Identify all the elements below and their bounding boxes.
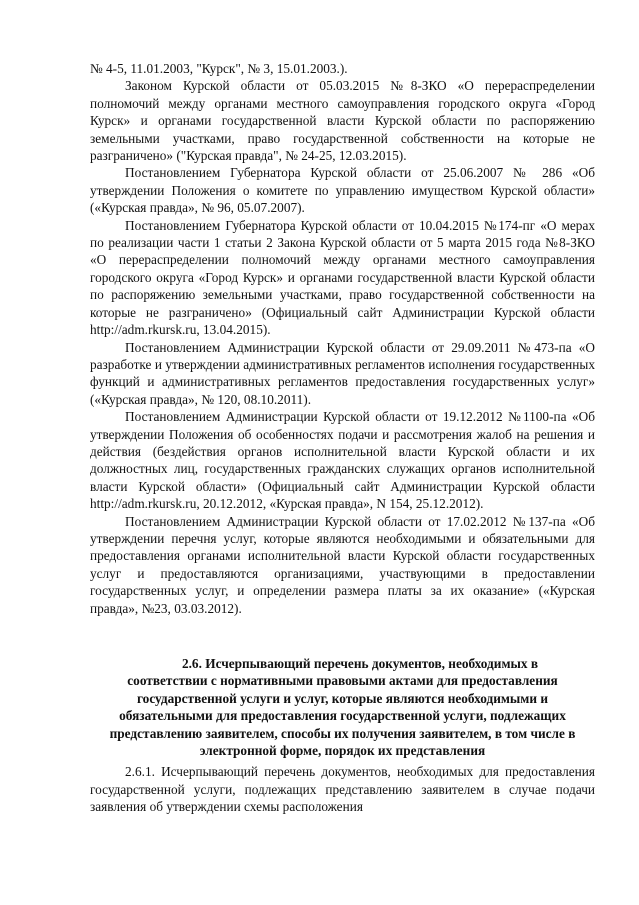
- paragraph-governor-286: Постановлением Губернатора Курской области от 25.06.2007 № 286 «Об утверждении Положения о комитете по управлению имуществом Курской области» («Курская правда», № 96, 05.07.2007).: [90, 165, 595, 216]
- paragraph-admin-1100: Постановлением Администрации Курской области от 19.12.2012 №1100-па «Об утверждении Положения об особенностях подачи и рассмотрения жалоб на решения и действия (бездействия органов исполнительной власти Курской области и их должностных лиц, государственных гражданских служащих органов исполнительной власти Курской области» (Официальный сайт Администрации Курской области http://adm.rkursk.ru, 20.12.2012, «Курская правда», N 154, 25.12.2012).: [90, 409, 595, 512]
- paragraph-continuation: № 4-5, 11.01.2003, "Курск", № 3, 15.01.2003.).: [90, 61, 348, 76]
- document-page: [90, 60, 595, 816]
- paragraph-law-8-zko: Законом Курской области от 05.03.2015 №8-ЗКО «О перераспределении полномочий между органами местного самоуправления городского округа «Город Курск» и органами государственной власти Курской области по распоряжению земельными участками, право государственной собственности на которые не разграничено» ("Курская правда", № 24-25, 12.03.2015).: [90, 78, 595, 164]
- paragraph-admin-473: Постановлением Администрации Курской области от 29.09.2011 №473-па «О разработке и утверждении административных регламентов исполнения государственных функций и административных регламентов предоставления государственных услуг» («Курская правда», № 120, 08.10.2011).: [90, 339, 595, 407]
- section-heading-rest: соответствии с нормативными правовыми актами для предоставления государственной услуги и услуг, которые являются необходимыми и обязательными для предоставления государственной услуги, подлежащих представлению заявителем, способы их получения заявителем, в том числе в электронной форме, порядок их представления: [109, 673, 576, 759]
- paragraph-governor-174: Постановлением Губернатора Курской области от 10.04.2015 №174-пг «О мерах по реализации части 1 статьи 2 Закона Курской области от 5 марта 2015 года №8-ЗКО «О перераспределении полномочий между органами местного самоуправления городского округа «Город Курск» и органами государственной власти Курской области по распоряжению земельными участками, право государственной собственности на которые не разграничено» (Официальный сайт Администрации Курской области http://adm.rkursk.ru, 13.04.2015).: [90, 217, 595, 338]
- paragraph-admin-137: Постановлением Администрации Курской области от 17.02.2012 №137-па «Об утверждении перечня услуг, которые являются необходимыми и обязательными для предоставления органами исполнительной власти Курской области государственных услуг и предоставляются организациями, участвующими в предоставлении государственных услуг, и определении размера платы за их оказание» («Курская правда», №23, 03.03.2012).: [90, 513, 595, 616]
- section-heading-line1: 2.6. Исчерпывающий перечень документов, необходимых в: [181, 656, 539, 671]
- paragraph-2-6-1: 2.6.1. Исчерпывающий перечень документов, необходимых для предоставления государственной услуги, подлежащих представлению заявителем в случае подачи заявления об утверждении схемы расположения: [90, 764, 595, 815]
- section-heading-2-6: [90, 655, 595, 759]
